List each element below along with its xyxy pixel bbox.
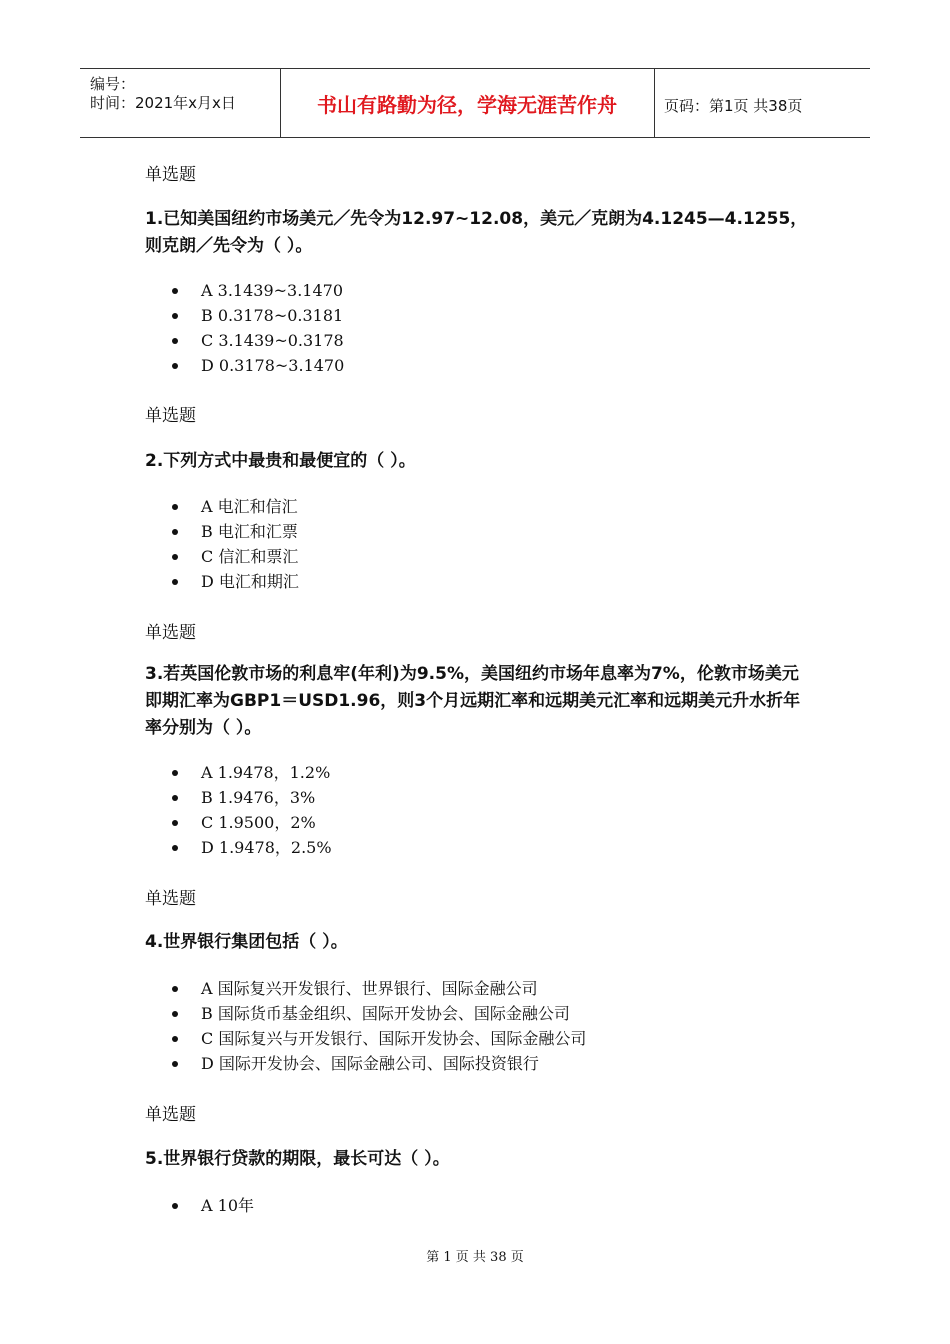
- question-type: 单选题: [145, 406, 196, 426]
- option-list: [145, 1193, 254, 1218]
- bullet-icon: [172, 529, 178, 535]
- bullet-icon: [172, 1061, 178, 1067]
- option-label: D 0.3178~3.1470: [201, 356, 345, 375]
- header-divider: [654, 69, 655, 137]
- option-item[interactable]: [145, 1051, 586, 1076]
- bullet-icon: [172, 820, 178, 826]
- bullet-icon: [172, 845, 178, 851]
- page-footer: 第 1 页 共 38 页: [426, 1250, 524, 1265]
- option-item[interactable]: [145, 810, 332, 835]
- question-text: 5.世界银行贷款的期限，最长可达（ ）。: [145, 1149, 450, 1169]
- option-item[interactable]: [145, 328, 344, 353]
- option-label: D 国际开发协会、国际金融公司、国际投资银行: [201, 1054, 539, 1073]
- number-label: 编号：: [90, 75, 136, 93]
- question-text: 4.世界银行集团包括（ ）。: [145, 932, 348, 952]
- page-header: [80, 68, 870, 138]
- option-item[interactable]: [145, 278, 344, 303]
- bullet-icon: [172, 770, 178, 776]
- question-text: 3.若英国伦敦市场的利息牢(年利)为9.5%，美国纽约市场年息率为7%，伦敦市场美元即期汇率为GBP1＝USD1.96，则3个月远期汇率和远期美元汇率和远期美元升水折年率分别为（ ）。: [145, 664, 801, 738]
- time-label: 时间：2021年x月x日: [90, 94, 236, 112]
- question-type: 单选题: [145, 165, 196, 185]
- option-item[interactable]: [145, 569, 299, 594]
- option-item[interactable]: [145, 519, 299, 544]
- question-text: 1.已知美国纽约市场美元／先令为12.97~12.08，美元／克朗为4.1245—4.1255，则克朗／先令为（ ）。: [145, 209, 808, 256]
- option-label: B 1.9476，3%: [201, 788, 316, 807]
- option-label: C 1.9500，2%: [201, 813, 316, 832]
- bullet-icon: [172, 986, 178, 992]
- option-label: C 国际复兴与开发银行、国际开发协会、国际金融公司: [201, 1029, 587, 1048]
- option-label: D 电汇和期汇: [201, 572, 299, 591]
- header-meta: [80, 69, 280, 137]
- header-page-info: 页码：第1页 共38页: [664, 97, 803, 115]
- option-label: B 国际货币基金组织、国际开发协会、国际金融公司: [201, 1004, 570, 1023]
- option-label: A 电汇和信汇: [201, 497, 298, 516]
- bullet-icon: [172, 1036, 178, 1042]
- option-list: [145, 976, 586, 1076]
- option-item[interactable]: [145, 976, 586, 1001]
- question-type: 单选题: [145, 1105, 196, 1125]
- bullet-icon: [172, 338, 178, 344]
- option-item[interactable]: [145, 494, 299, 519]
- option-label: A 1.9478，1.2%: [201, 763, 331, 782]
- option-label: B 0.3178~0.3181: [201, 306, 344, 325]
- option-label: C 3.1439~0.3178: [201, 331, 344, 350]
- bullet-icon: [172, 313, 178, 319]
- question-text: 2.下列方式中最贵和最便宜的（ ）。: [145, 451, 416, 471]
- option-label: A 10年: [201, 1196, 255, 1215]
- option-item[interactable]: [145, 785, 332, 810]
- option-list: [145, 494, 299, 594]
- question-type: 单选题: [145, 623, 196, 643]
- question-type: 单选题: [145, 889, 196, 909]
- option-item[interactable]: [145, 1001, 586, 1026]
- option-item[interactable]: [145, 1026, 586, 1051]
- bullet-icon: [172, 288, 178, 294]
- option-item[interactable]: [145, 1193, 254, 1218]
- option-list: [145, 760, 332, 860]
- option-item[interactable]: [145, 835, 332, 860]
- option-item[interactable]: [145, 303, 344, 328]
- bullet-icon: [172, 1011, 178, 1017]
- bullet-icon: [172, 363, 178, 369]
- header-motto: 书山有路勤为径，学海无涯苦作舟: [317, 92, 617, 117]
- option-label: C 信汇和票汇: [201, 547, 299, 566]
- option-list: [145, 278, 344, 378]
- bullet-icon: [172, 504, 178, 510]
- bullet-icon: [172, 795, 178, 801]
- option-item[interactable]: [145, 760, 332, 785]
- option-label: A 国际复兴开发银行、世界银行、国际金融公司: [201, 979, 538, 998]
- option-item[interactable]: [145, 353, 344, 378]
- option-label: D 1.9478，2.5%: [201, 838, 332, 857]
- bullet-icon: [172, 579, 178, 585]
- bullet-icon: [172, 1203, 178, 1209]
- option-label: A 3.1439~3.1470: [201, 281, 344, 300]
- option-item[interactable]: [145, 544, 299, 569]
- bullet-icon: [172, 554, 178, 560]
- option-label: B 电汇和汇票: [201, 522, 298, 541]
